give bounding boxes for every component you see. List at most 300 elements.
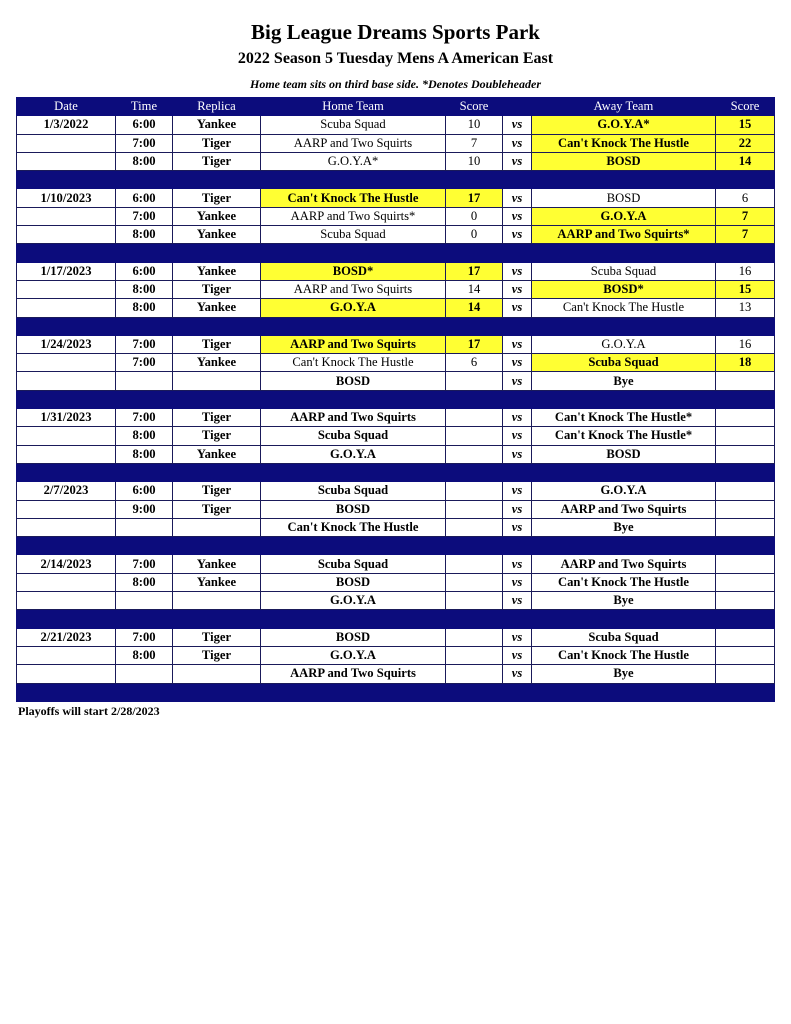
time-cell: 6:00	[116, 116, 173, 134]
game-row	[17, 427, 775, 445]
game-row	[17, 500, 775, 518]
game-row	[17, 482, 775, 500]
week-separator	[17, 171, 775, 189]
home-score-cell	[446, 500, 503, 518]
away-team-cell: Scuba Squad	[532, 262, 716, 280]
vs-cell: vs	[503, 299, 532, 317]
home-score-cell: 0	[446, 226, 503, 244]
away-team-cell: Bye	[532, 518, 716, 536]
col-header-vs	[503, 98, 532, 116]
home-team-cell: Scuba Squad	[261, 116, 446, 134]
vs-cell: vs	[503, 646, 532, 664]
vs-cell: vs	[503, 628, 532, 646]
time-cell	[116, 518, 173, 536]
separator-cell	[503, 390, 532, 408]
separator-cell	[261, 683, 446, 701]
separator-cell	[173, 683, 261, 701]
replica-cell	[173, 592, 261, 610]
replica-cell: Tiger	[173, 335, 261, 353]
replica-cell: Tiger	[173, 134, 261, 152]
week-separator	[17, 683, 775, 701]
week-separator	[17, 537, 775, 555]
vs-cell: vs	[503, 482, 532, 500]
time-cell: 7:00	[116, 628, 173, 646]
away-score-cell	[716, 482, 775, 500]
away-score-cell: 7	[716, 207, 775, 225]
week-separator	[17, 463, 775, 481]
home-score-cell	[446, 482, 503, 500]
separator-cell	[173, 244, 261, 262]
vs-cell: vs	[503, 409, 532, 427]
time-cell: 8:00	[116, 280, 173, 298]
replica-cell: Yankee	[173, 445, 261, 463]
game-row	[17, 665, 775, 683]
separator-cell	[503, 610, 532, 628]
away-team-cell: G.O.Y.A	[532, 482, 716, 500]
game-row	[17, 354, 775, 372]
separator-cell	[261, 463, 446, 481]
separator-cell	[716, 171, 775, 189]
time-cell: 8:00	[116, 226, 173, 244]
home-score-cell: 14	[446, 299, 503, 317]
vs-cell: vs	[503, 189, 532, 207]
date-cell	[17, 445, 116, 463]
replica-cell: Tiger	[173, 189, 261, 207]
date-cell	[17, 665, 116, 683]
separator-cell	[261, 610, 446, 628]
date-cell	[17, 592, 116, 610]
home-team-cell: G.O.Y.A*	[261, 152, 446, 170]
time-cell	[116, 665, 173, 683]
away-team-cell: Can't Knock The Hustle	[532, 134, 716, 152]
separator-cell	[446, 463, 503, 481]
vs-cell: vs	[503, 555, 532, 573]
game-row	[17, 189, 775, 207]
home-score-cell: 17	[446, 262, 503, 280]
away-team-cell: BOSD*	[532, 280, 716, 298]
away-score-cell: 6	[716, 189, 775, 207]
vs-cell: vs	[503, 152, 532, 170]
vs-cell: vs	[503, 372, 532, 390]
separator-cell	[503, 244, 532, 262]
home-score-cell	[446, 592, 503, 610]
vs-cell: vs	[503, 280, 532, 298]
home-team-cell: BOSD	[261, 500, 446, 518]
separator-cell	[446, 390, 503, 408]
separator-cell	[446, 683, 503, 701]
home-score-cell	[446, 573, 503, 591]
time-cell	[116, 592, 173, 610]
separator-cell	[17, 390, 116, 408]
separator-cell	[716, 317, 775, 335]
home-score-cell: 17	[446, 335, 503, 353]
home-score-cell	[446, 445, 503, 463]
away-score-cell: 15	[716, 116, 775, 134]
game-row	[17, 409, 775, 427]
home-team-cell: BOSD	[261, 372, 446, 390]
game-row	[17, 445, 775, 463]
time-cell: 7:00	[116, 409, 173, 427]
separator-cell	[173, 171, 261, 189]
replica-cell: Yankee	[173, 226, 261, 244]
col-header-home-score: Score	[446, 98, 503, 116]
separator-cell	[261, 390, 446, 408]
separator-cell	[532, 317, 716, 335]
time-cell: 8:00	[116, 299, 173, 317]
replica-cell: Tiger	[173, 427, 261, 445]
separator-cell	[503, 537, 532, 555]
separator-cell	[116, 610, 173, 628]
home-score-cell: 14	[446, 280, 503, 298]
replica-cell: Yankee	[173, 573, 261, 591]
separator-cell	[532, 244, 716, 262]
playoffs-note: Playoffs will start 2/28/2023	[18, 704, 160, 718]
away-score-cell	[716, 555, 775, 573]
away-score-cell	[716, 500, 775, 518]
time-cell: 8:00	[116, 646, 173, 664]
date-cell	[17, 573, 116, 591]
separator-cell	[716, 537, 775, 555]
away-score-cell: 13	[716, 299, 775, 317]
game-row	[17, 207, 775, 225]
replica-cell	[173, 372, 261, 390]
separator-cell	[532, 610, 716, 628]
separator-cell	[116, 317, 173, 335]
replica-cell: Tiger	[173, 500, 261, 518]
vs-cell: vs	[503, 354, 532, 372]
separator-cell	[116, 171, 173, 189]
week-separator	[17, 317, 775, 335]
home-team-cell: AARP and Two Squirts	[261, 134, 446, 152]
vs-cell: vs	[503, 665, 532, 683]
away-score-cell	[716, 665, 775, 683]
date-cell	[17, 226, 116, 244]
home-team-cell: G.O.Y.A	[261, 646, 446, 664]
date-cell	[17, 354, 116, 372]
away-team-cell: Can't Knock The Hustle	[532, 646, 716, 664]
away-team-cell: AARP and Two Squirts*	[532, 226, 716, 244]
replica-cell: Tiger	[173, 646, 261, 664]
away-score-cell	[716, 592, 775, 610]
game-row	[17, 646, 775, 664]
away-team-cell: Can't Knock The Hustle*	[532, 427, 716, 445]
separator-cell	[532, 390, 716, 408]
date-cell	[17, 500, 116, 518]
home-team-cell: BOSD	[261, 628, 446, 646]
time-cell: 7:00	[116, 207, 173, 225]
separator-cell	[116, 390, 173, 408]
col-header-home-team: Home Team	[261, 98, 446, 116]
separator-cell	[503, 171, 532, 189]
away-team-cell: AARP and Two Squirts	[532, 555, 716, 573]
date-cell	[17, 134, 116, 152]
season-subtitle: 2022 Season 5 Tuesday Mens A American East	[237, 50, 554, 67]
separator-cell	[532, 171, 716, 189]
game-row	[17, 335, 775, 353]
home-score-cell	[446, 518, 503, 536]
game-row	[17, 592, 775, 610]
time-cell: 6:00	[116, 482, 173, 500]
separator-cell	[17, 171, 116, 189]
date-cell: 2/14/2023	[17, 555, 116, 573]
game-row	[17, 372, 775, 390]
game-row	[17, 573, 775, 591]
time-cell	[116, 372, 173, 390]
date-cell: 1/10/2023	[17, 189, 116, 207]
date-cell	[17, 518, 116, 536]
week-separator	[17, 610, 775, 628]
away-team-cell: BOSD	[532, 152, 716, 170]
separator-cell	[17, 537, 116, 555]
separator-cell	[716, 244, 775, 262]
week-separator	[17, 390, 775, 408]
vs-cell: vs	[503, 500, 532, 518]
replica-cell: Tiger	[173, 628, 261, 646]
away-team-cell: Scuba Squad	[532, 628, 716, 646]
home-team-cell: G.O.Y.A	[261, 299, 446, 317]
vs-cell: vs	[503, 262, 532, 280]
away-team-cell: G.O.Y.A*	[532, 116, 716, 134]
home-team-cell: AARP and Two Squirts*	[261, 207, 446, 225]
separator-cell	[173, 390, 261, 408]
vs-cell: vs	[503, 134, 532, 152]
date-cell: 1/3/2022	[17, 116, 116, 134]
away-team-cell: BOSD	[532, 189, 716, 207]
away-team-cell: G.O.Y.A	[532, 335, 716, 353]
time-cell: 8:00	[116, 152, 173, 170]
game-row	[17, 226, 775, 244]
time-cell: 8:00	[116, 445, 173, 463]
home-score-cell	[446, 646, 503, 664]
vs-cell: vs	[503, 592, 532, 610]
separator-cell	[116, 244, 173, 262]
separator-cell	[116, 683, 173, 701]
replica-cell: Tiger	[173, 409, 261, 427]
home-score-cell	[446, 665, 503, 683]
date-cell	[17, 372, 116, 390]
home-team-cell: Scuba Squad	[261, 482, 446, 500]
replica-cell: Tiger	[173, 280, 261, 298]
separator-cell	[532, 683, 716, 701]
replica-cell: Tiger	[173, 152, 261, 170]
date-cell	[17, 427, 116, 445]
home-team-cell: AARP and Two Squirts	[261, 335, 446, 353]
time-cell: 6:00	[116, 262, 173, 280]
away-team-cell: G.O.Y.A	[532, 207, 716, 225]
away-score-cell: 16	[716, 335, 775, 353]
vs-cell: vs	[503, 427, 532, 445]
date-cell: 2/21/2023	[17, 628, 116, 646]
vs-cell: vs	[503, 445, 532, 463]
home-team-cell: Scuba Squad	[261, 427, 446, 445]
away-team-cell: Can't Knock The Hustle	[532, 299, 716, 317]
separator-cell	[261, 537, 446, 555]
separator-cell	[261, 244, 446, 262]
date-cell	[17, 299, 116, 317]
home-team-cell: AARP and Two Squirts	[261, 409, 446, 427]
away-score-cell: 18	[716, 354, 775, 372]
separator-cell	[446, 537, 503, 555]
game-row	[17, 518, 775, 536]
separator-cell	[173, 463, 261, 481]
separator-cell	[261, 317, 446, 335]
separator-cell	[17, 610, 116, 628]
separator-cell	[17, 317, 116, 335]
separator-cell	[17, 244, 116, 262]
replica-cell	[173, 665, 261, 683]
separator-cell	[173, 537, 261, 555]
separator-cell	[446, 317, 503, 335]
separator-cell	[17, 463, 116, 481]
time-cell: 7:00	[116, 335, 173, 353]
separator-cell	[446, 244, 503, 262]
home-team-cell: AARP and Two Squirts	[261, 665, 446, 683]
separator-cell	[173, 610, 261, 628]
replica-cell: Yankee	[173, 299, 261, 317]
vs-cell: vs	[503, 518, 532, 536]
game-row	[17, 628, 775, 646]
home-score-cell: 17	[446, 189, 503, 207]
header-row	[17, 98, 775, 116]
home-score-cell	[446, 555, 503, 573]
separator-cell	[17, 683, 116, 701]
replica-cell: Yankee	[173, 354, 261, 372]
separator-cell	[446, 610, 503, 628]
away-score-cell	[716, 445, 775, 463]
home-score-cell: 7	[446, 134, 503, 152]
game-row	[17, 116, 775, 134]
schedule-note: Home team sits on third base side. *Denotes Doubleheader	[250, 77, 541, 91]
away-score-cell	[716, 573, 775, 591]
separator-cell	[503, 317, 532, 335]
vs-cell: vs	[503, 335, 532, 353]
schedule-table	[16, 97, 775, 702]
game-row	[17, 262, 775, 280]
date-cell: 1/24/2023	[17, 335, 116, 353]
away-score-cell	[716, 628, 775, 646]
game-row	[17, 299, 775, 317]
home-team-cell: Can't Knock The Hustle	[261, 189, 446, 207]
time-cell: 9:00	[116, 500, 173, 518]
date-cell: 1/31/2023	[17, 409, 116, 427]
separator-cell	[116, 537, 173, 555]
separator-cell	[716, 683, 775, 701]
col-header-replica: Replica	[173, 98, 261, 116]
away-score-cell	[716, 372, 775, 390]
date-cell	[17, 646, 116, 664]
home-team-cell: Can't Knock The Hustle	[261, 354, 446, 372]
date-cell	[17, 207, 116, 225]
away-score-cell: 22	[716, 134, 775, 152]
separator-cell	[716, 390, 775, 408]
separator-cell	[503, 683, 532, 701]
game-row	[17, 152, 775, 170]
home-team-cell: Scuba Squad	[261, 555, 446, 573]
replica-cell: Yankee	[173, 262, 261, 280]
time-cell: 7:00	[116, 354, 173, 372]
away-score-cell	[716, 646, 775, 664]
date-cell: 2/7/2023	[17, 482, 116, 500]
away-score-cell: 14	[716, 152, 775, 170]
separator-cell	[173, 317, 261, 335]
date-cell	[17, 280, 116, 298]
date-cell: 1/17/2023	[17, 262, 116, 280]
away-score-cell	[716, 518, 775, 536]
away-team-cell: Bye	[532, 665, 716, 683]
replica-cell: Yankee	[173, 116, 261, 134]
away-score-cell	[716, 409, 775, 427]
home-team-cell: G.O.Y.A	[261, 592, 446, 610]
separator-cell	[503, 463, 532, 481]
home-team-cell: BOSD*	[261, 262, 446, 280]
home-score-cell	[446, 628, 503, 646]
separator-cell	[716, 610, 775, 628]
separator-cell	[446, 171, 503, 189]
time-cell: 8:00	[116, 573, 173, 591]
replica-cell: Tiger	[173, 482, 261, 500]
replica-cell	[173, 518, 261, 536]
home-score-cell: 10	[446, 116, 503, 134]
col-header-date: Date	[17, 98, 116, 116]
away-team-cell: BOSD	[532, 445, 716, 463]
home-score-cell	[446, 372, 503, 390]
away-team-cell: Bye	[532, 372, 716, 390]
away-score-cell: 16	[716, 262, 775, 280]
separator-cell	[116, 463, 173, 481]
away-team-cell: AARP and Two Squirts	[532, 500, 716, 518]
game-row	[17, 555, 775, 573]
replica-cell: Yankee	[173, 555, 261, 573]
home-team-cell: AARP and Two Squirts	[261, 280, 446, 298]
home-score-cell: 0	[446, 207, 503, 225]
separator-cell	[261, 171, 446, 189]
page-title: Big League Dreams Sports Park	[251, 20, 540, 44]
col-header-time: Time	[116, 98, 173, 116]
home-team-cell: G.O.Y.A	[261, 445, 446, 463]
away-team-cell: Can't Knock The Hustle*	[532, 409, 716, 427]
home-score-cell: 6	[446, 354, 503, 372]
week-separator	[17, 244, 775, 262]
col-header-away-team: Away Team	[532, 98, 716, 116]
time-cell: 7:00	[116, 134, 173, 152]
replica-cell: Yankee	[173, 207, 261, 225]
vs-cell: vs	[503, 207, 532, 225]
vs-cell: vs	[503, 116, 532, 134]
time-cell: 8:00	[116, 427, 173, 445]
home-score-cell	[446, 409, 503, 427]
home-score-cell	[446, 427, 503, 445]
separator-cell	[532, 537, 716, 555]
separator-cell	[716, 463, 775, 481]
game-row	[17, 134, 775, 152]
away-team-cell: Bye	[532, 592, 716, 610]
away-score-cell: 7	[716, 226, 775, 244]
game-row	[17, 280, 775, 298]
vs-cell: vs	[503, 226, 532, 244]
away-team-cell: Can't Knock The Hustle	[532, 573, 716, 591]
separator-cell	[532, 463, 716, 481]
home-score-cell: 10	[446, 152, 503, 170]
home-team-cell: Scuba Squad	[261, 226, 446, 244]
date-cell	[17, 152, 116, 170]
vs-cell: vs	[503, 573, 532, 591]
time-cell: 7:00	[116, 555, 173, 573]
time-cell: 6:00	[116, 189, 173, 207]
away-score-cell	[716, 427, 775, 445]
away-team-cell: Scuba Squad	[532, 354, 716, 372]
home-team-cell: Can't Knock The Hustle	[261, 518, 446, 536]
away-score-cell: 15	[716, 280, 775, 298]
